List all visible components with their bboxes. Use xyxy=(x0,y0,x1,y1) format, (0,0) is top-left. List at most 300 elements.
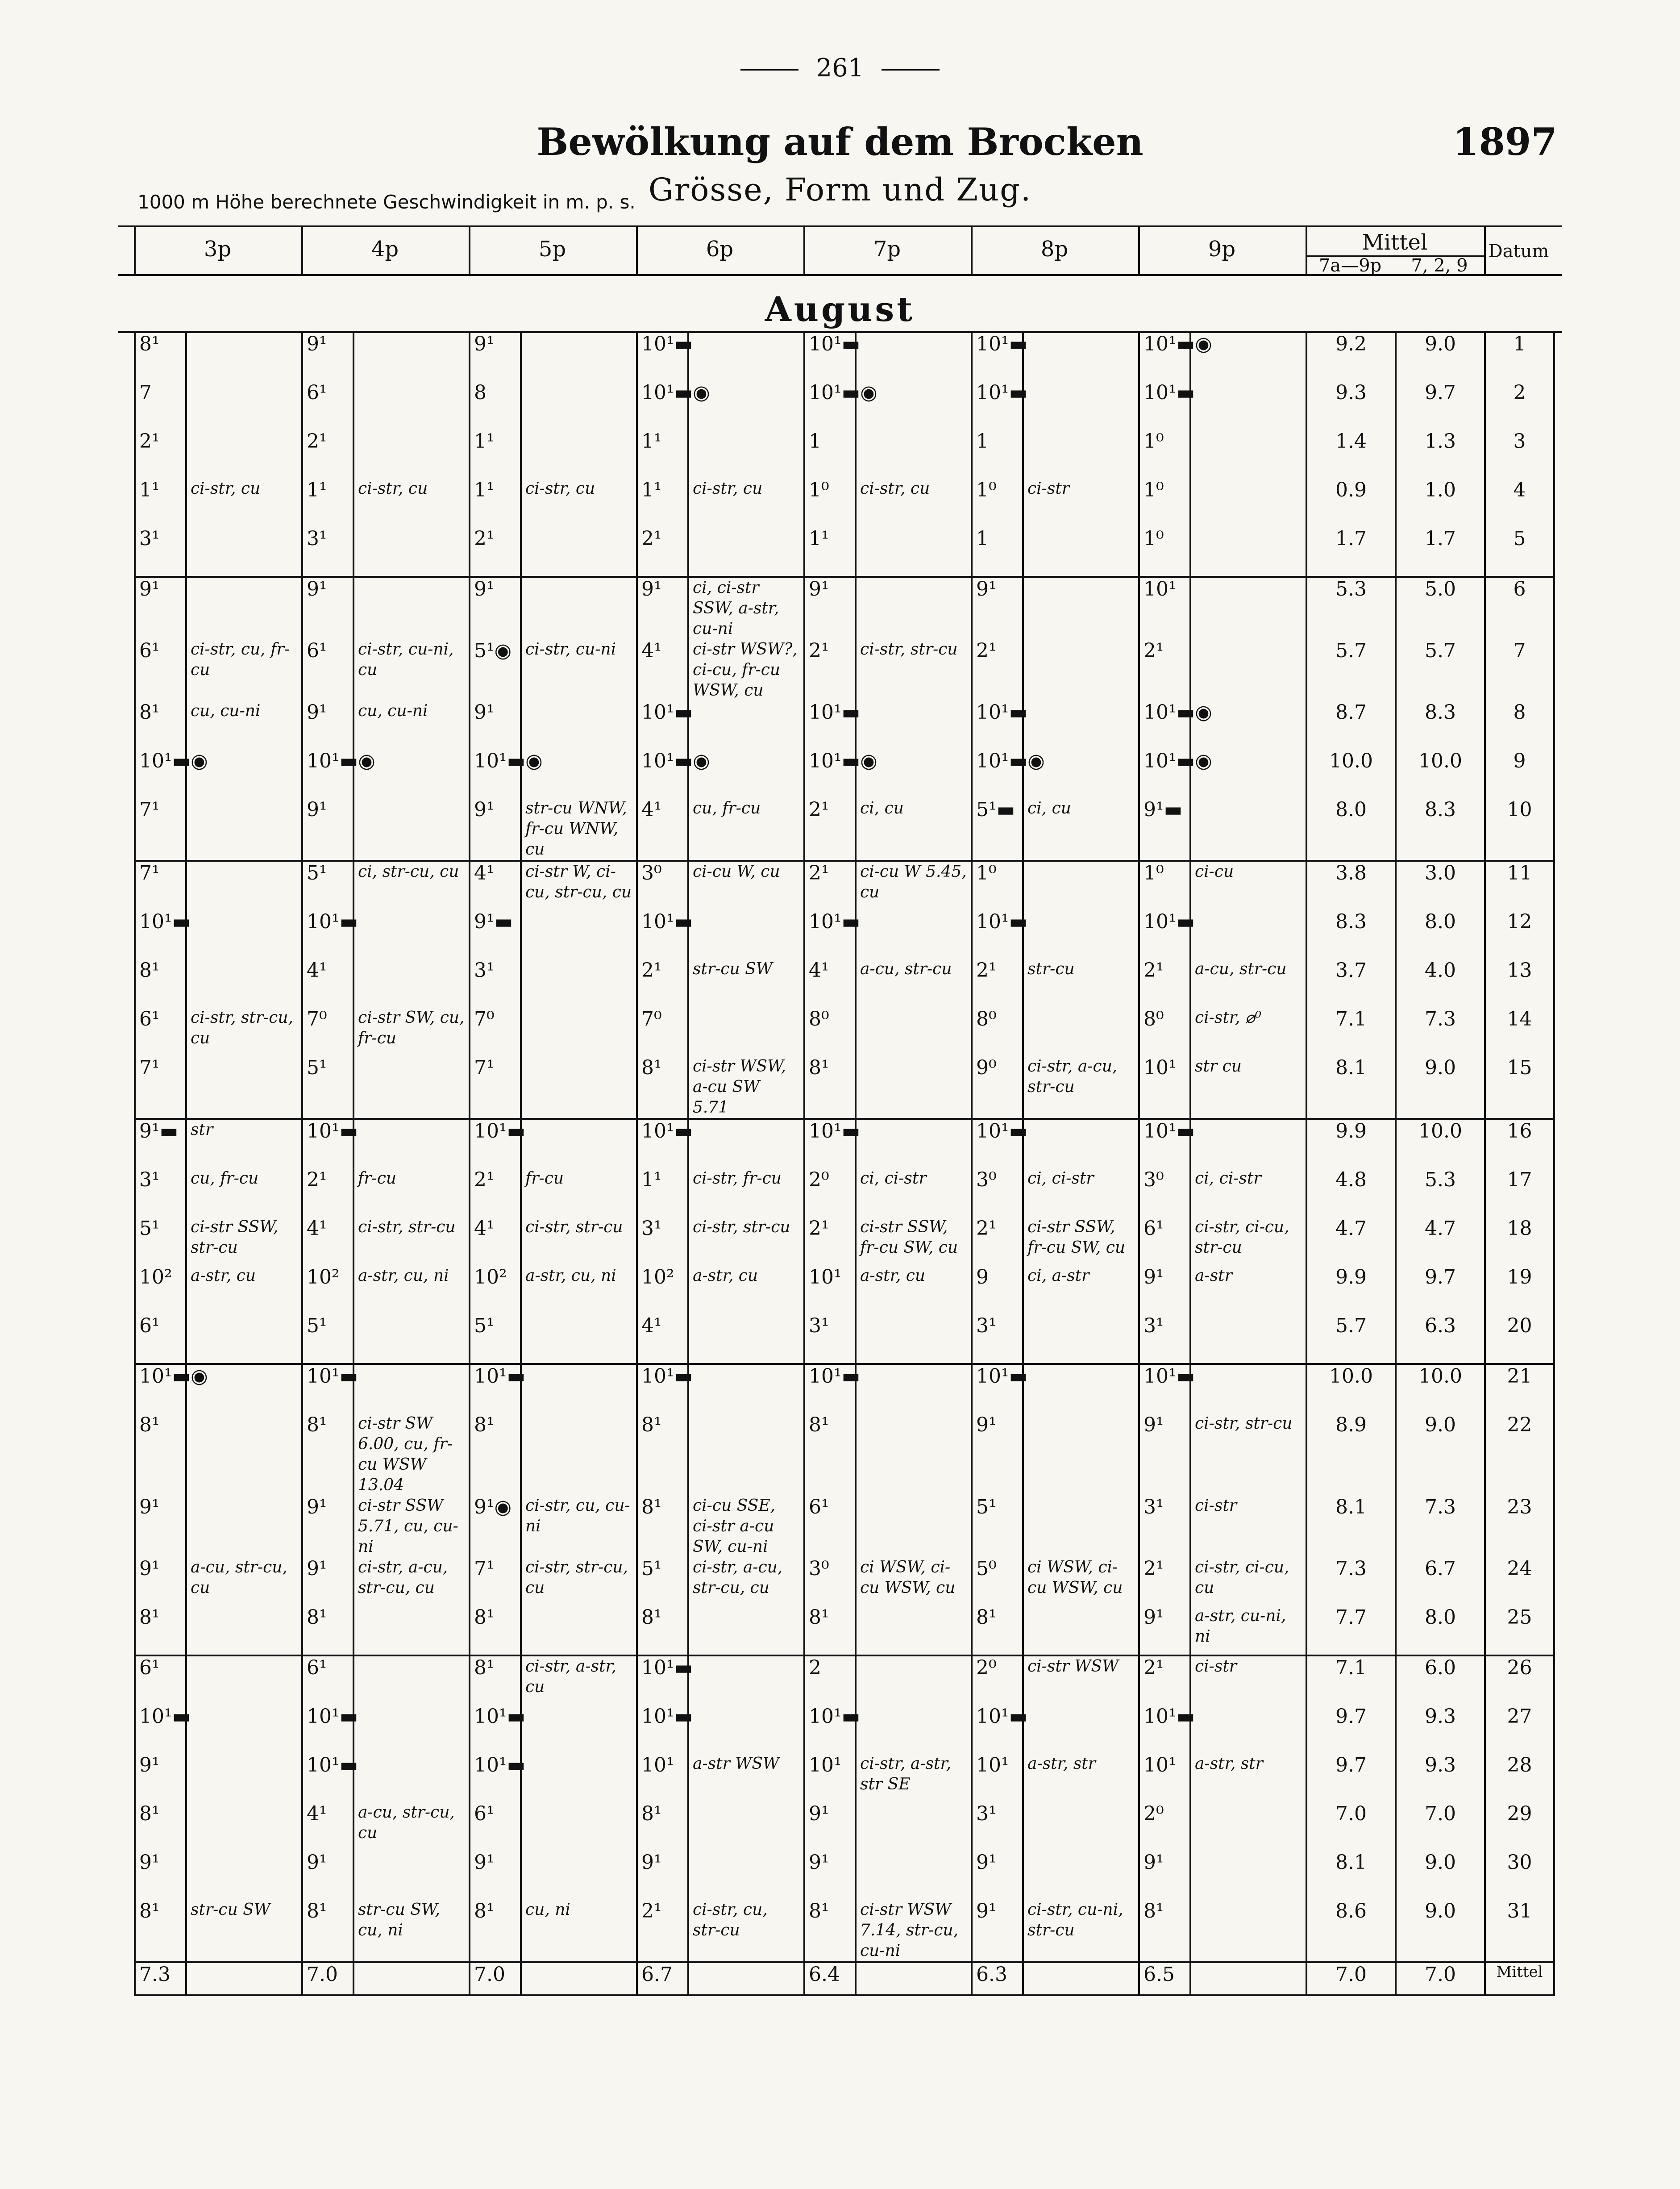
datum: 3 xyxy=(1485,430,1554,479)
mittel-7-2-9: 4.0 xyxy=(1396,959,1485,1008)
cloud-amount: 9¹ xyxy=(470,333,521,381)
footer-mean: 6.5 xyxy=(1139,1962,1190,1995)
cloud-form: fr-cu xyxy=(353,1168,470,1217)
mittel-7-2-9: 3.0 xyxy=(1396,861,1485,910)
cloud-amount: 10¹ xyxy=(637,1754,688,1802)
cloud-amount: 6¹ xyxy=(1139,1217,1190,1266)
column-header: 7p xyxy=(873,237,901,262)
cloud-form: ci-str, cu, fr-cu xyxy=(186,639,302,701)
cloud-form: ci-str, cu xyxy=(856,479,972,527)
cloud-amount: 10¹ xyxy=(972,1754,1023,1802)
cloud-form xyxy=(186,861,302,910)
cloud-form xyxy=(688,1802,804,1851)
cloud-amount: 1¹ xyxy=(302,479,353,527)
cloud-form: a-cu, str-cu, cu xyxy=(186,1557,302,1606)
cloud-amount: 2¹ xyxy=(1139,1557,1190,1606)
cloud-form: ci, ci-str xyxy=(856,1168,972,1217)
cloud-amount: 10¹▬ xyxy=(972,1705,1023,1754)
table-row xyxy=(135,381,1554,430)
cloud-form: a-str, str xyxy=(1023,1754,1139,1802)
cloud-form xyxy=(186,1655,302,1705)
datum: 22 xyxy=(1485,1413,1554,1496)
footer-mean: 7.3 xyxy=(135,1962,186,1995)
cloud-form xyxy=(856,1851,972,1900)
cloud-amount: 9¹ xyxy=(972,1851,1023,1900)
cloud-form: ci-str, cu xyxy=(353,479,470,527)
cloud-amount: 3¹ xyxy=(972,1314,1023,1364)
cloud-amount: 10¹▬◉ xyxy=(637,381,688,430)
cloud-form xyxy=(186,333,302,381)
cloud-amount: 10¹▬ xyxy=(972,333,1023,381)
cloud-amount: 7¹ xyxy=(470,1056,521,1119)
cloud-amount: 9¹ xyxy=(135,1557,186,1606)
cloud-form xyxy=(521,959,637,1008)
cloud-amount: 10¹ xyxy=(1139,577,1190,639)
cloud-amount: 7 xyxy=(135,381,186,430)
mittel-7-2-9: 6.0 xyxy=(1396,1655,1485,1705)
cloud-form xyxy=(186,959,302,1008)
cloud-form xyxy=(353,959,470,1008)
table-row xyxy=(135,430,1554,479)
cloud-form xyxy=(856,1496,972,1557)
cloud-amount: 8¹ xyxy=(135,1900,186,1962)
cloud-amount: 1⁰ xyxy=(1139,479,1190,527)
cloud-form: ci, ci-str SSW, a-str, cu-ni xyxy=(688,577,804,639)
cloud-amount: 2¹ xyxy=(972,1217,1023,1266)
cloud-form: ci-str WSW 7.14, str-cu, cu-ni xyxy=(856,1900,972,1962)
cloud-amount: 5¹ xyxy=(637,1557,688,1606)
mittel-7a-9p: 8.6 xyxy=(1306,1900,1396,1962)
mittel-7a-9p: 5.3 xyxy=(1306,577,1396,639)
mittel-7a-9p: 3.7 xyxy=(1306,959,1396,1008)
cloud-form xyxy=(186,430,302,479)
cloud-form: ci-str, str-cu xyxy=(353,1217,470,1266)
cloud-form xyxy=(856,1364,972,1413)
cloud-form xyxy=(353,1754,470,1802)
mittel-subheader: 7a—9p xyxy=(1318,255,1382,276)
cloud-form xyxy=(1023,1364,1139,1413)
cloud-form xyxy=(186,381,302,430)
mittel-7a-9p: 9.7 xyxy=(1306,1705,1396,1754)
cloud-amount: 2⁰ xyxy=(972,1655,1023,1705)
mittel-7a-9p: 9.3 xyxy=(1306,381,1396,430)
cloud-amount: 8¹ xyxy=(972,1606,1023,1655)
cloud-amount: 10¹ xyxy=(1139,1754,1190,1802)
header-divider xyxy=(1138,225,1140,275)
cloud-amount: 7⁰ xyxy=(302,1008,353,1056)
cloud-form xyxy=(521,1119,637,1168)
cloud-amount: 3¹ xyxy=(302,527,353,577)
page-title: Bewölkung auf dem Brocken xyxy=(536,120,1144,164)
cloud-amount: 8¹ xyxy=(135,1802,186,1851)
mittel-7a-9p: 7.1 xyxy=(1306,1655,1396,1705)
cloud-form xyxy=(856,1655,972,1705)
datum: 13 xyxy=(1485,959,1554,1008)
cloud-amount: 7⁰ xyxy=(637,1008,688,1056)
table-row xyxy=(135,1802,1554,1851)
table-row xyxy=(135,1705,1554,1754)
cloud-form: ci-str, cu xyxy=(186,479,302,527)
cloud-form xyxy=(1190,1364,1306,1413)
mittel-7a-9p: 10.0 xyxy=(1306,1364,1396,1413)
cloud-amount: 3¹ xyxy=(637,1217,688,1266)
mittel-7a-9p: 4.7 xyxy=(1306,1217,1396,1266)
cloud-amount: 10¹▬ xyxy=(637,910,688,959)
footer-blank xyxy=(856,1962,972,1995)
cloud-amount: 9¹ xyxy=(302,798,353,861)
cloud-form xyxy=(521,1056,637,1119)
cloud-form xyxy=(186,1802,302,1851)
cloud-amount: 4¹ xyxy=(470,861,521,910)
cloud-amount: 9¹ xyxy=(1139,1413,1190,1496)
header-top-rule xyxy=(118,225,1562,227)
cloud-form xyxy=(1023,1314,1139,1364)
cloud-form xyxy=(186,1606,302,1655)
cloud-form xyxy=(186,577,302,639)
cloud-amount: 8¹ xyxy=(135,1413,186,1496)
cloud-amount: 1¹ xyxy=(637,1168,688,1217)
cloud-amount: 9¹▬ xyxy=(1139,798,1190,861)
cloud-form: str xyxy=(186,1119,302,1168)
cloud-amount: 8⁰ xyxy=(804,1008,856,1056)
cloud-amount: 8¹ xyxy=(804,1413,856,1496)
cloud-amount: 3¹ xyxy=(135,527,186,577)
cloud-form: a-str xyxy=(1190,1266,1306,1314)
datum: 2 xyxy=(1485,381,1554,430)
cloud-form xyxy=(688,1705,804,1754)
cloud-amount: 8¹ xyxy=(135,333,186,381)
table-row xyxy=(135,1364,1554,1413)
datum: 25 xyxy=(1485,1606,1554,1655)
cloud-form: ci-str, a-cu, str-cu, cu xyxy=(353,1557,470,1606)
header-divider xyxy=(803,225,805,275)
cloud-form xyxy=(1023,1802,1139,1851)
mittel-7a-9p: 1.4 xyxy=(1306,430,1396,479)
footer-mittel-1: 7.0 xyxy=(1306,1962,1396,1995)
cloud-amount: 9¹ xyxy=(972,1900,1023,1962)
cloud-amount: 10¹▬ xyxy=(637,1119,688,1168)
cloud-form: ci-str, str-cu xyxy=(688,1217,804,1266)
mittel-7a-9p: 8.1 xyxy=(1306,1056,1396,1119)
cloud-amount: 9¹ xyxy=(135,1754,186,1802)
table-row xyxy=(135,1008,1554,1056)
cloud-form xyxy=(353,381,470,430)
mittel-7-2-9: 5.7 xyxy=(1396,639,1485,701)
cloud-form: ci-str, a-cu, str-cu xyxy=(1023,1056,1139,1119)
cloud-form: ci-str, str-cu xyxy=(856,639,972,701)
column-header: 8p xyxy=(1040,237,1069,262)
cloud-amount: 8¹ xyxy=(804,1056,856,1119)
cloud-form: ci-str, a-str, str SE xyxy=(856,1754,972,1802)
cloud-amount: 10¹▬ xyxy=(972,1364,1023,1413)
cloud-amount: 8¹ xyxy=(804,1900,856,1962)
cloud-amount: 2¹ xyxy=(302,430,353,479)
cloud-form: ci, str-cu, cu xyxy=(353,861,470,910)
mittel-7a-9p: 1.7 xyxy=(1306,527,1396,577)
cloud-form: ci-str, str-cu xyxy=(521,1217,637,1266)
cloud-form: ci-str, ci-cu, str-cu xyxy=(1190,1217,1306,1266)
cloud-amount: 2¹ xyxy=(135,430,186,479)
table-row xyxy=(135,1900,1554,1962)
cloud-amount: 10¹▬◉ xyxy=(135,750,186,798)
cloud-amount: 10¹▬ xyxy=(972,381,1023,430)
cloud-form xyxy=(856,1008,972,1056)
cloud-amount: 10¹▬◉ xyxy=(1139,701,1190,750)
cloud-form xyxy=(1023,1496,1139,1557)
page-subtitle: Grösse, Form und Zug. xyxy=(648,171,1032,208)
cloud-amount: 10¹▬ xyxy=(470,1364,521,1413)
cloud-amount: 1⁰ xyxy=(1139,430,1190,479)
cloud-form: ci-str, cu-ni, str-cu xyxy=(1023,1900,1139,1962)
cloud-amount: 10¹▬ xyxy=(804,1364,856,1413)
cloud-amount: 6¹ xyxy=(135,1008,186,1056)
table-row xyxy=(135,910,1554,959)
cloud-form: a-str, cu, ni xyxy=(521,1266,637,1314)
cloud-amount: 7⁰ xyxy=(470,1008,521,1056)
datum: 4 xyxy=(1485,479,1554,527)
cloud-amount: 10¹▬ xyxy=(637,1655,688,1705)
cloud-form xyxy=(186,1496,302,1557)
cloud-form xyxy=(688,1655,804,1705)
table-row xyxy=(135,1606,1554,1655)
cloud-amount: 2¹ xyxy=(1139,959,1190,1008)
cloud-form xyxy=(521,527,637,577)
cloud-amount: 5⁰ xyxy=(972,1557,1023,1606)
mittel-7a-9p: 9.2 xyxy=(1306,333,1396,381)
cloud-form xyxy=(1190,527,1306,577)
cloud-amount: 3⁰ xyxy=(972,1168,1023,1217)
cloud-amount: 5¹◉ xyxy=(470,639,521,701)
cloud-table xyxy=(134,333,1555,1996)
cloud-form: ci-str WSW, a-cu SW 5.71 xyxy=(688,1056,804,1119)
cloud-amount: 4¹ xyxy=(804,959,856,1008)
mittel-subheader: 7, 2, 9 xyxy=(1411,255,1468,276)
cloud-amount: 9¹ xyxy=(804,1851,856,1900)
table-row xyxy=(135,861,1554,910)
cloud-form xyxy=(1190,1851,1306,1900)
cloud-amount: 1⁰ xyxy=(804,479,856,527)
cloud-form xyxy=(353,798,470,861)
cloud-form: ci-str, str-cu, cu xyxy=(186,1008,302,1056)
column-header: 9p xyxy=(1208,237,1236,262)
cloud-amount: 9¹ xyxy=(804,1802,856,1851)
cloud-amount: 6¹ xyxy=(470,1802,521,1851)
table-row xyxy=(135,1168,1554,1217)
table-row xyxy=(135,577,1554,639)
cloud-amount: 10¹ xyxy=(804,1754,856,1802)
table-row xyxy=(135,1413,1554,1496)
cloud-form: ci-cu SSE, ci-str a-cu SW, cu-ni xyxy=(688,1496,804,1557)
datum: 16 xyxy=(1485,1119,1554,1168)
cloud-amount: 5¹ xyxy=(972,1496,1023,1557)
cloud-form: cu, cu-ni xyxy=(353,701,470,750)
mittel-7-2-9: 8.0 xyxy=(1396,910,1485,959)
cloud-form: a-str, cu-ni, ni xyxy=(1190,1606,1306,1655)
mittel-7-2-9: 9.7 xyxy=(1396,381,1485,430)
cloud-form: ci-str, fr-cu xyxy=(688,1168,804,1217)
cloud-amount: 10¹▬◉ xyxy=(972,750,1023,798)
datum-header: Datum xyxy=(1488,241,1549,262)
cloud-form xyxy=(353,1364,470,1413)
cloud-form xyxy=(521,1364,637,1413)
cloud-amount: 9 xyxy=(972,1266,1023,1314)
cloud-form xyxy=(521,1008,637,1056)
cloud-amount: 4¹ xyxy=(302,1217,353,1266)
cloud-form xyxy=(186,1056,302,1119)
table-row xyxy=(135,701,1554,750)
datum: 26 xyxy=(1485,1655,1554,1705)
cloud-amount: 3⁰ xyxy=(637,861,688,910)
cloud-form: a-str, cu xyxy=(856,1266,972,1314)
cloud-form xyxy=(521,1705,637,1754)
cloud-form: ci, a-str xyxy=(1023,1266,1139,1314)
cloud-form: ci-str WSW xyxy=(1023,1655,1139,1705)
cloud-form: str-cu SW, cu, ni xyxy=(353,1900,470,1962)
cloud-form: a-str, cu, ni xyxy=(353,1266,470,1314)
cloud-amount: 8¹ xyxy=(302,1413,353,1496)
cloud-form: ci-str, cu-ni, cu xyxy=(353,639,470,701)
cloud-form xyxy=(186,798,302,861)
cloud-form: a-cu, str-cu xyxy=(856,959,972,1008)
cloud-form xyxy=(688,1008,804,1056)
cloud-form: ci-str SW, cu, fr-cu xyxy=(353,1008,470,1056)
cloud-form xyxy=(1190,1314,1306,1364)
cloud-form: a-str, cu xyxy=(688,1266,804,1314)
cloud-form xyxy=(688,333,804,381)
cloud-amount: 10¹▬ xyxy=(804,1705,856,1754)
cloud-form xyxy=(1023,1413,1139,1496)
datum: 31 xyxy=(1485,1900,1554,1962)
cloud-amount: 2¹ xyxy=(972,639,1023,701)
cloud-amount: 10¹▬ xyxy=(470,1119,521,1168)
cloud-form xyxy=(353,577,470,639)
cloud-amount: 2¹ xyxy=(804,798,856,861)
cloud-form xyxy=(688,1851,804,1900)
mittel-7-2-9: 9.3 xyxy=(1396,1705,1485,1754)
cloud-amount: 1¹ xyxy=(804,527,856,577)
datum: 19 xyxy=(1485,1266,1554,1314)
cloud-form xyxy=(1023,1851,1139,1900)
cloud-amount: 10¹▬ xyxy=(1139,1705,1190,1754)
mittel-7-2-9: 1.0 xyxy=(1396,479,1485,527)
cloud-form xyxy=(1023,527,1139,577)
header-divider xyxy=(134,225,136,275)
cloud-form xyxy=(186,910,302,959)
cloud-form xyxy=(856,1606,972,1655)
cloud-form: ci-str, ci-cu, cu xyxy=(1190,1557,1306,1606)
mittel-7-2-9: 7.3 xyxy=(1396,1496,1485,1557)
datum: 1 xyxy=(1485,333,1554,381)
mittel-7-2-9: 5.3 xyxy=(1396,1168,1485,1217)
cloud-amount: 10¹▬ xyxy=(470,1754,521,1802)
mittel-7a-9p: 5.7 xyxy=(1306,1314,1396,1364)
cloud-form xyxy=(353,527,470,577)
cloud-form xyxy=(856,1119,972,1168)
mittel-header: Mittel xyxy=(1362,230,1428,255)
mittel-7-2-9: 9.0 xyxy=(1396,1413,1485,1496)
cloud-form xyxy=(521,1606,637,1655)
cloud-amount: 9¹ xyxy=(470,577,521,639)
cloud-form xyxy=(521,1413,637,1496)
cloud-form xyxy=(856,910,972,959)
cloud-form: a-cu, str-cu xyxy=(1190,959,1306,1008)
cloud-form: ci-str xyxy=(1190,1655,1306,1705)
datum: 23 xyxy=(1485,1496,1554,1557)
cloud-amount: 3¹ xyxy=(1139,1314,1190,1364)
cloud-form xyxy=(856,1705,972,1754)
cloud-amount: 1 xyxy=(972,527,1023,577)
datum: 21 xyxy=(1485,1364,1554,1413)
cloud-amount: 1¹ xyxy=(135,479,186,527)
cloud-amount: 7¹ xyxy=(135,861,186,910)
cloud-form xyxy=(521,333,637,381)
mittel-7a-9p: 5.7 xyxy=(1306,639,1396,701)
table-row xyxy=(135,333,1554,381)
cloud-amount: 8¹ xyxy=(637,1496,688,1557)
year: 1897 xyxy=(1453,120,1557,164)
cloud-form: ci, cu xyxy=(856,798,972,861)
cloud-amount: 8¹ xyxy=(470,1900,521,1962)
cloud-amount: 4¹ xyxy=(302,959,353,1008)
cloud-form xyxy=(353,1314,470,1364)
cloud-amount: 6¹ xyxy=(804,1496,856,1557)
cloud-form xyxy=(1023,577,1139,639)
column-header: 5p xyxy=(538,237,566,262)
mittel-7a-9p: 9.7 xyxy=(1306,1754,1396,1802)
cloud-form xyxy=(1190,1705,1306,1754)
cloud-amount: 10¹ xyxy=(804,1266,856,1314)
month-title: August xyxy=(765,289,915,329)
cloud-form xyxy=(521,910,637,959)
cloud-form xyxy=(1190,1802,1306,1851)
cloud-form xyxy=(856,701,972,750)
cloud-amount: 9¹ xyxy=(302,1851,353,1900)
cloud-form: ci-str xyxy=(1023,479,1139,527)
cloud-amount: 10¹▬ xyxy=(804,1119,856,1168)
cloud-form: str-cu WNW, fr-cu WNW, cu xyxy=(521,798,637,861)
datum: 14 xyxy=(1485,1008,1554,1056)
cloud-form xyxy=(186,1705,302,1754)
cloud-amount: 3¹ xyxy=(804,1314,856,1364)
table-row xyxy=(135,750,1554,798)
datum: 20 xyxy=(1485,1314,1554,1364)
mittel-7a-9p: 8.0 xyxy=(1306,798,1396,861)
cloud-amount: 10¹▬◉ xyxy=(804,381,856,430)
cloud-form: ci-str, cu-ni xyxy=(521,639,637,701)
cloud-form xyxy=(688,1314,804,1364)
cloud-amount: 8¹ xyxy=(302,1606,353,1655)
cloud-amount: 7¹ xyxy=(470,1557,521,1606)
cloud-form xyxy=(186,1314,302,1364)
cloud-form xyxy=(1023,1119,1139,1168)
table-row xyxy=(135,639,1554,701)
cloud-amount: 6¹ xyxy=(135,1655,186,1705)
mittel-7a-9p: 9.9 xyxy=(1306,1119,1396,1168)
cloud-form: ci-str, cu, cu-ni xyxy=(521,1496,637,1557)
footer-blank xyxy=(521,1962,637,1995)
cloud-form xyxy=(353,430,470,479)
footer-mean: 6.4 xyxy=(804,1962,856,1995)
header-divider xyxy=(636,225,638,275)
cloud-form: ci, ci-str xyxy=(1190,1168,1306,1217)
cloud-amount: 1¹ xyxy=(470,479,521,527)
table-row xyxy=(135,479,1554,527)
footer-mittel-2: 7.0 xyxy=(1396,1962,1485,1995)
cloud-form: ci, ci-str xyxy=(1023,1168,1139,1217)
datum: 18 xyxy=(1485,1217,1554,1266)
cloud-amount: 10² xyxy=(470,1266,521,1314)
table-row xyxy=(135,1754,1554,1802)
